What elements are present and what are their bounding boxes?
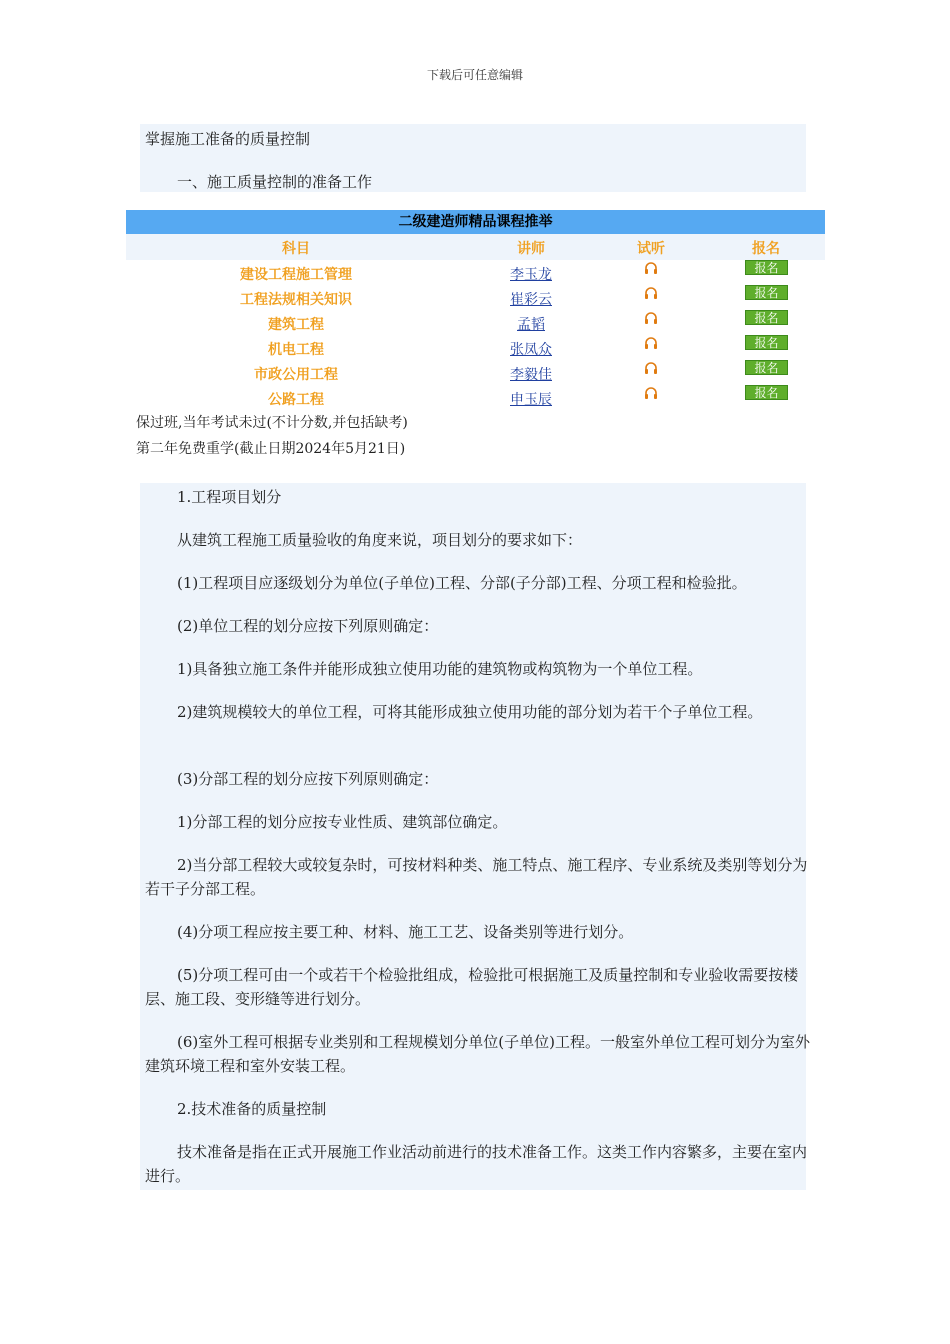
paragraph: (3)分部工程的划分应按下列原则确定： — [177, 770, 439, 788]
teacher-link[interactable]: 申玉辰 — [510, 392, 552, 408]
heading-technical-prep: 2.技术准备的质量控制 — [177, 1100, 327, 1118]
headphones-icon[interactable] — [644, 386, 658, 400]
paragraph: 2)建筑规模较大的单位工程，可将其能形成独立使用功能的部分划为若干个子单位工程。 — [177, 703, 763, 721]
course-subject: 公路工程 — [268, 392, 324, 408]
column-teacher: 讲师 — [517, 241, 545, 257]
heading-project-division: 1.工程项目划分 — [177, 488, 282, 506]
headphones-icon[interactable] — [644, 336, 658, 350]
guarantee-note: 保过班,当年考试未过(不计分数,并包括缺考) — [136, 415, 408, 431]
table-row — [126, 335, 825, 360]
column-signup: 报名 — [752, 241, 780, 257]
table-row — [126, 385, 825, 410]
signup-button[interactable]: 报名 — [745, 360, 788, 375]
course-subject: 工程法规相关知识 — [240, 292, 352, 308]
paragraph: 1)分部工程的划分应按专业性质、建筑部位确定。 — [177, 813, 508, 831]
paragraph: 从建筑工程施工质量验收的角度来说，项目划分的要求如下： — [177, 531, 583, 549]
course-subject: 机电工程 — [268, 342, 324, 358]
table-row — [126, 360, 825, 385]
signup-button[interactable]: 报名 — [745, 335, 788, 350]
column-trial: 试听 — [637, 241, 665, 257]
table-row — [126, 310, 825, 335]
signup-button[interactable]: 报名 — [745, 385, 788, 400]
paragraph: 2)当分部工程较大或较复杂时，可按材料种类、施工特点、施工程序、专业系统及类别等划分为若干子分部工程。 — [145, 856, 808, 898]
teacher-link[interactable]: 张凤众 — [510, 342, 552, 358]
course-subject: 建筑工程 — [268, 317, 324, 333]
paragraph: (5)分项工程可由一个或若干个检验批组成，检验批可根据施工及质量控制和专业验收需要按楼层、施工段、变形缝等进行划分。 — [145, 966, 799, 1008]
paragraph: 技术准备是指在正式开展施工作业活动前进行的技术准备工作。这类工作内容繁多，主要在室内进行。 — [145, 1143, 808, 1185]
column-subject: 科目 — [282, 241, 310, 257]
headphones-icon[interactable] — [644, 286, 658, 300]
free-retake-note: 第二年免费重学(截止日期2024年5月21日) — [136, 441, 406, 457]
signup-button[interactable]: 报名 — [745, 285, 788, 300]
section-subtitle: 一、施工质量控制的准备工作 — [177, 173, 373, 191]
table-row — [126, 260, 825, 285]
section-title: 掌握施工准备的质量控制 — [145, 130, 311, 148]
teacher-link[interactable]: 李玉龙 — [510, 267, 552, 283]
table-title: 二级建造师精品课程推举 — [126, 210, 825, 234]
paragraph: (1)工程项目应逐级划分为单位(子单位)工程、分部(子分部)工程、分项工程和检验批。 — [177, 574, 747, 592]
paragraph: (2)单位工程的划分应按下列原则确定： — [177, 617, 439, 635]
paragraph: (4)分项工程应按主要工种、材料、施工工艺、设备类别等进行划分。 — [177, 923, 634, 941]
signup-button[interactable]: 报名 — [745, 260, 788, 275]
content-block — [140, 483, 810, 1190]
headphones-icon[interactable] — [644, 311, 658, 325]
headphones-icon[interactable] — [644, 361, 658, 375]
course-subject: 建设工程施工管理 — [240, 267, 352, 283]
teacher-link[interactable]: 孟韬 — [517, 317, 545, 333]
teacher-link[interactable]: 崔彩云 — [510, 292, 552, 308]
headphones-icon[interactable] — [644, 261, 658, 275]
course-subject: 市政公用工程 — [254, 367, 338, 383]
course-recommendation-table — [126, 210, 825, 410]
table-row — [126, 285, 825, 310]
page-header: 下载后可任意编辑 — [426, 68, 523, 82]
table-column-headers — [126, 234, 825, 260]
intro-block — [140, 124, 806, 192]
paragraph: (6)室外工程可根据专业类别和工程规模划分单位(子单位)工程。一般室外单位工程可划分为室外建筑环境工程和室外安装工程。 — [145, 1033, 810, 1075]
teacher-link[interactable]: 李毅佳 — [510, 367, 552, 383]
paragraph: 1)具备独立施工条件并能形成独立使用功能的建筑物或构筑物为一个单位工程。 — [177, 660, 703, 678]
signup-button[interactable]: 报名 — [745, 310, 788, 325]
